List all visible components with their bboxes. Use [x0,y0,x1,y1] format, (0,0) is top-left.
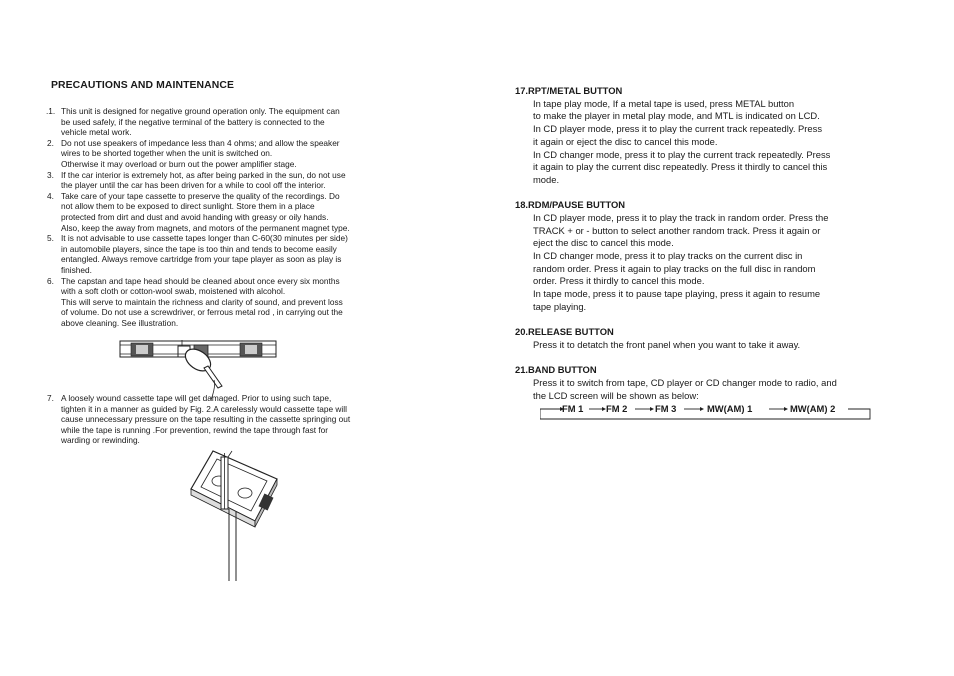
cassette-tightening-illustration [183,447,283,583]
section-rdm-pause: 18.RDM/PAUSE BUTTON In CD player mode, press it to play the track in random order. Press the TRACK + or - button to select another random track. Press it again or eject the disc to cancel this mode. In CD changer mode, press it to play tracks on the current disc in random order. Press it again to play tracks on the full disc in random order. Press it thirdly to cancel this mode. In tape mode, press it to pause tape playing, press it again to resume tape playing. [515,199,829,312]
section-release: 20.RELEASE BUTTON Press it to detatch the front panel when you want to take it away. [515,326,801,350]
band-mw2: MW(AM) 2 [790,403,836,415]
precautions-title: PRECAUTIONS AND MAINTENANCE [51,80,234,91]
band-fm2: FM 2 [606,403,628,415]
precaution-item-4: 4. Take care of your tape cassette to preserve the quality of the recordings. Do not allow them to be exposed to direct sunlight. Store them in a place protected from dirt and dust and avoid handing with greasy or oily hands. Also, keep the away from magnets, and motors of the permanent magnet type. [47,190,350,233]
band-fm1: FM 1 [562,403,584,415]
precaution-item-7: 7. A loosely wound cassette tape will get damaged. Prior to using such tape, tighten it in a manner as guided by Fig. 2.A carelessly would cassette tape will cause unnecessary pressure on the tape resulting in the cassette springing out while the tape is running .For prevention, rewind the tape through fast for warding or rewinding. [47,393,351,446]
precaution-item-2: 2. Do not use speakers of impedance less than 4 ohms; and allow the speaker wires to be shorted together when the unit is switched on. Otherwise it may overload or burn out the power amplifier stage. [47,137,340,169]
precaution-item-3: 3. If the car interior is extremely hot, as after being parked in the sun, do not use the player until the car has been driven for a while to cool off the interior. [47,169,346,191]
precaution-item-6: 6. The capstan and tape head should be cleaned about once every six months with a soft cloth or cotton-wool swab, moistened with alcohol. This will serve to maintain the richness and clarity of sound, and prevent loss of volume. Do not use a screwdriver, or ferrous metal rod , in carrying out the above cleaning. See illustration. [47,275,343,328]
section-rpt-metal: 17.RPT/METAL BUTTON In tape play mode, If a metal tape is used, press METAL button to make the player in metal play mode, and MTL is indicated on LCD. In CD player mode, press it to play the current track repeatedly. Press it again or eject the disc to cancel this mode. In CD changer mode, press it to play the current track repeatedly. Press it again to play the current disc repeatedly. Press it thirdly to cancel this mode. [515,85,831,185]
precautions-list [47,106,447,328]
band-sequence-diagram [540,402,870,420]
band-fm3: FM 3 [655,403,677,415]
precaution-item-1: .1. This unit is designed for negative ground operation only. The equipment can be used safely, if the negative terminal of the battery is connected to the vehicle metal work. [46,106,340,138]
section-band: 21.BAND BUTTON Press it to switch from tape, CD player or CD changer mode to radio, and the LCD screen will be shown as below: FM 1 FM 2 FM 3 MW(AM) 1 MW(AM) 2 [515,364,915,420]
precaution-item-5: 5. It is not advisable to use cassette tapes longer than C-60(30 minutes per side) in automobile players, since the tape is too thin and tends to become easily entangled. Always remove cartridge from your tape player as soon as play is finished. [47,233,348,275]
button-descriptions [515,85,915,433]
band-mw1: MW(AM) 1 [707,403,753,415]
